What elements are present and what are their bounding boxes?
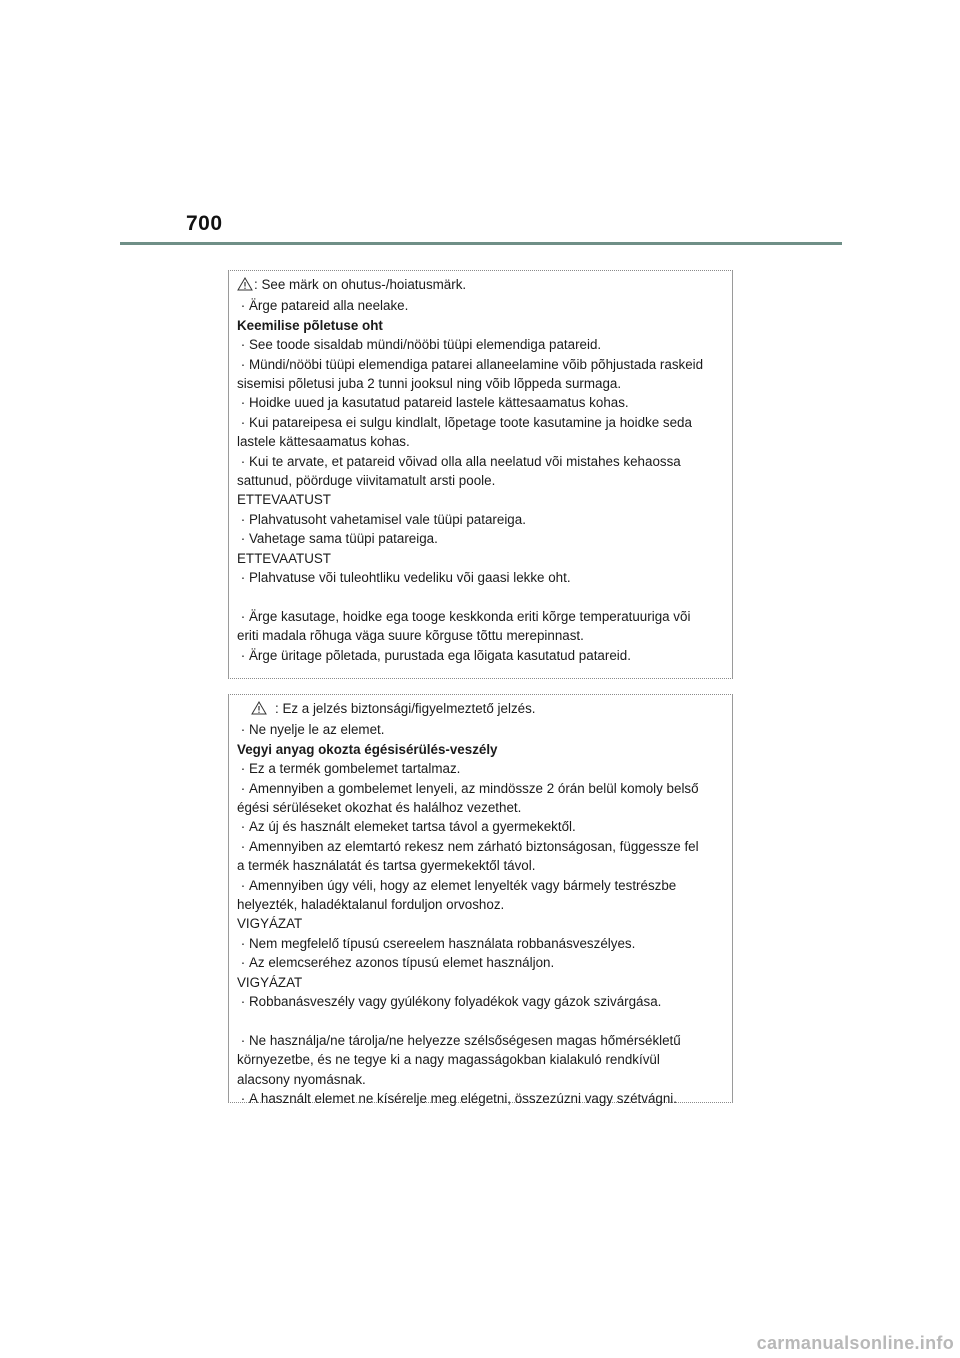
text-line (237, 549, 732, 568)
bullet-icon: · (240, 1032, 246, 1048)
line-text: Ne nyelje le az elemet. (249, 722, 385, 738)
line-text: VIGYÁZAT (237, 916, 303, 932)
bullet-icon: · (240, 994, 246, 1010)
bullet-icon: · (240, 531, 246, 547)
line-text: Ez a termék gombelemet tartalmaz. (249, 761, 461, 777)
line-text: Ärge kasutage, hoidke ega tooge keskkonda eriti kõrge temperatuuriga või (249, 608, 691, 624)
line-text: Vahetage sama tüüpi patareiga. (249, 531, 438, 547)
text-line (237, 720, 732, 739)
line-text: alacsony nyomásnak. (237, 1071, 366, 1087)
text-line (237, 798, 732, 817)
line-text: égési sérüléseket okozhat és halálhoz vezethet. (237, 800, 522, 816)
blank-line (237, 588, 732, 607)
header-rule (120, 242, 842, 245)
text-line (237, 876, 732, 895)
line-text: lastele kättesaamatus kohas. (237, 434, 410, 450)
bullet-icon: · (240, 819, 246, 835)
bullet-icon: · (240, 780, 246, 796)
line-text: ETTEVAATUST (237, 550, 331, 566)
line-text: Ärge üritage põletada, purustada ega lõigata kasutatud patareid. (249, 647, 631, 663)
text-line (237, 953, 732, 972)
line-text: Keemilise põletuse oht (237, 317, 383, 333)
line-text: See toode sisaldab mündi/nööbi tüüpi elemendiga patareid. (249, 337, 602, 353)
line-text: a termék használatát és tartsa gyermekektől távol. (237, 858, 536, 874)
bullet-icon: · (240, 453, 246, 469)
warning-line (237, 275, 732, 296)
line-text: eriti madala rõhuga väga suure kõrguse tõttu merepinnast. (237, 628, 584, 644)
text-lines (237, 296, 732, 665)
text-line (237, 914, 732, 933)
text-line (237, 471, 732, 490)
warning-text: : Ez a jelzés biztonsági/figyelmeztető jelzés. (275, 701, 536, 716)
text-line (237, 490, 732, 509)
line-text: Az elemcseréhez azonos típusú elemet használjon. (249, 955, 555, 971)
text-line (237, 1070, 732, 1089)
text-line (237, 296, 732, 315)
bullet-icon: · (240, 511, 246, 527)
text-line (237, 432, 732, 451)
line-text: Ärge patareid alla neelake. (249, 298, 409, 314)
line-text: helyezték, haladéktalanul forduljon orvoshoz. (237, 897, 505, 913)
text-line (237, 529, 732, 548)
line-text: VIGYÁZAT (237, 974, 303, 990)
line-text: A használt elemet ne kísérelje meg elégetni, összezúzni vagy szétvágni. (249, 1091, 677, 1107)
line-text: Kui te arvate, et patareid võivad olla alla neelatud või mistahes kehaossa (249, 453, 681, 469)
bullet-icon: · (240, 356, 246, 372)
text-line (237, 374, 732, 393)
text-line (237, 895, 732, 914)
text-line (237, 316, 732, 335)
bullet-icon: · (240, 722, 246, 738)
text-line (237, 335, 732, 354)
safety-box-hungarian (228, 694, 733, 1107)
bullet-icon: · (240, 395, 246, 411)
watermark-logo: carmanualsonline.info (756, 1333, 954, 1353)
page-number: 700 (186, 212, 223, 235)
line-text: Amennyiben az elemtartó rekesz nem zárható biztonságosan, függessze fel (249, 838, 699, 854)
warning-triangle-icon (251, 701, 267, 720)
bullet-icon: · (240, 608, 246, 624)
bullet-icon: · (240, 337, 246, 353)
line-text: Plahvatuse või tuleohtliku vedeliku või gaasi lekke oht. (249, 570, 571, 586)
text-line (237, 452, 732, 471)
text-line (237, 1031, 732, 1050)
text-line (237, 1089, 732, 1108)
line-text: Vegyi anyag okozta égésisérülés-veszély (237, 741, 498, 757)
line-text: környezetbe, és ne tegye ki a nagy magasságokban kialakuló rendkívül (237, 1052, 660, 1068)
text-lines (237, 720, 732, 1108)
bullet-icon: · (240, 647, 246, 663)
bullet-icon: · (240, 761, 246, 777)
warning-text: : See märk on ohutus-/hoiatusmärk. (254, 277, 467, 292)
text-line (237, 568, 732, 587)
text-line (237, 837, 732, 856)
blank-line (237, 1012, 732, 1031)
line-text: Plahvatusoht vahetamisel vale tüüpi patareiga. (249, 511, 526, 527)
text-line (237, 973, 732, 992)
bullet-icon: · (240, 838, 246, 854)
line-text: ETTEVAATUST (237, 492, 331, 508)
safety-box-estonian (228, 270, 733, 679)
text-line (237, 393, 732, 412)
text-line (237, 934, 732, 953)
line-text: Az új és használt elemeket tartsa távol a gyermekektől. (249, 819, 576, 835)
warning-line (237, 699, 732, 720)
bullet-icon: · (240, 935, 246, 951)
text-line (237, 759, 732, 778)
line-text: Hoidke uued ja kasutatud patareid lastele kättesaamatus kohas. (249, 395, 629, 411)
bullet-icon: · (240, 570, 246, 586)
text-line (237, 992, 732, 1011)
text-line (237, 779, 732, 798)
line-text: Amennyiben a gombelemet lenyeli, az mindössze 2 órán belül komoly belső (249, 780, 699, 796)
line-text: sisemisi põletusi juba 2 tunni jooksul ning võib lõppeda surmaga. (237, 376, 622, 392)
line-text: Amennyiben úgy véli, hogy az elemet lenyelték vagy bármely testrészbe (249, 877, 677, 893)
text-line (237, 1050, 732, 1069)
line-text: sattunud, pöörduge viivitamatult arsti poole. (237, 473, 496, 489)
bullet-icon: · (240, 877, 246, 893)
text-line (237, 646, 732, 665)
bullet-icon: · (240, 955, 246, 971)
text-line (237, 817, 732, 836)
bullet-icon: · (240, 1091, 246, 1107)
text-line (237, 413, 732, 432)
line-text: Robbanásveszély vagy gyúlékony folyadékok vagy gázok szivárgása. (249, 994, 662, 1010)
text-line (237, 856, 732, 875)
line-text: Kui patareipesa ei sulgu kindlalt, lõpetage toote kasutamine ja hoidke seda (249, 414, 692, 430)
line-text: Nem megfelelő típusú csereelem használata robbanásveszélyes. (249, 935, 636, 951)
text-line (237, 607, 732, 626)
text-line (237, 355, 732, 374)
bullet-icon: · (240, 298, 246, 314)
bullet-icon: · (240, 414, 246, 430)
warning-triangle-icon (237, 277, 253, 296)
text-line (237, 626, 732, 645)
text-line (237, 510, 732, 529)
line-text: Ne használja/ne tárolja/ne helyezze szélsőségesen magas hőmérsékletű (249, 1032, 681, 1048)
text-line (237, 740, 732, 759)
line-text: Mündi/nööbi tüüpi elemendiga patarei allaneelamine võib põhjustada raskeid (249, 356, 704, 372)
